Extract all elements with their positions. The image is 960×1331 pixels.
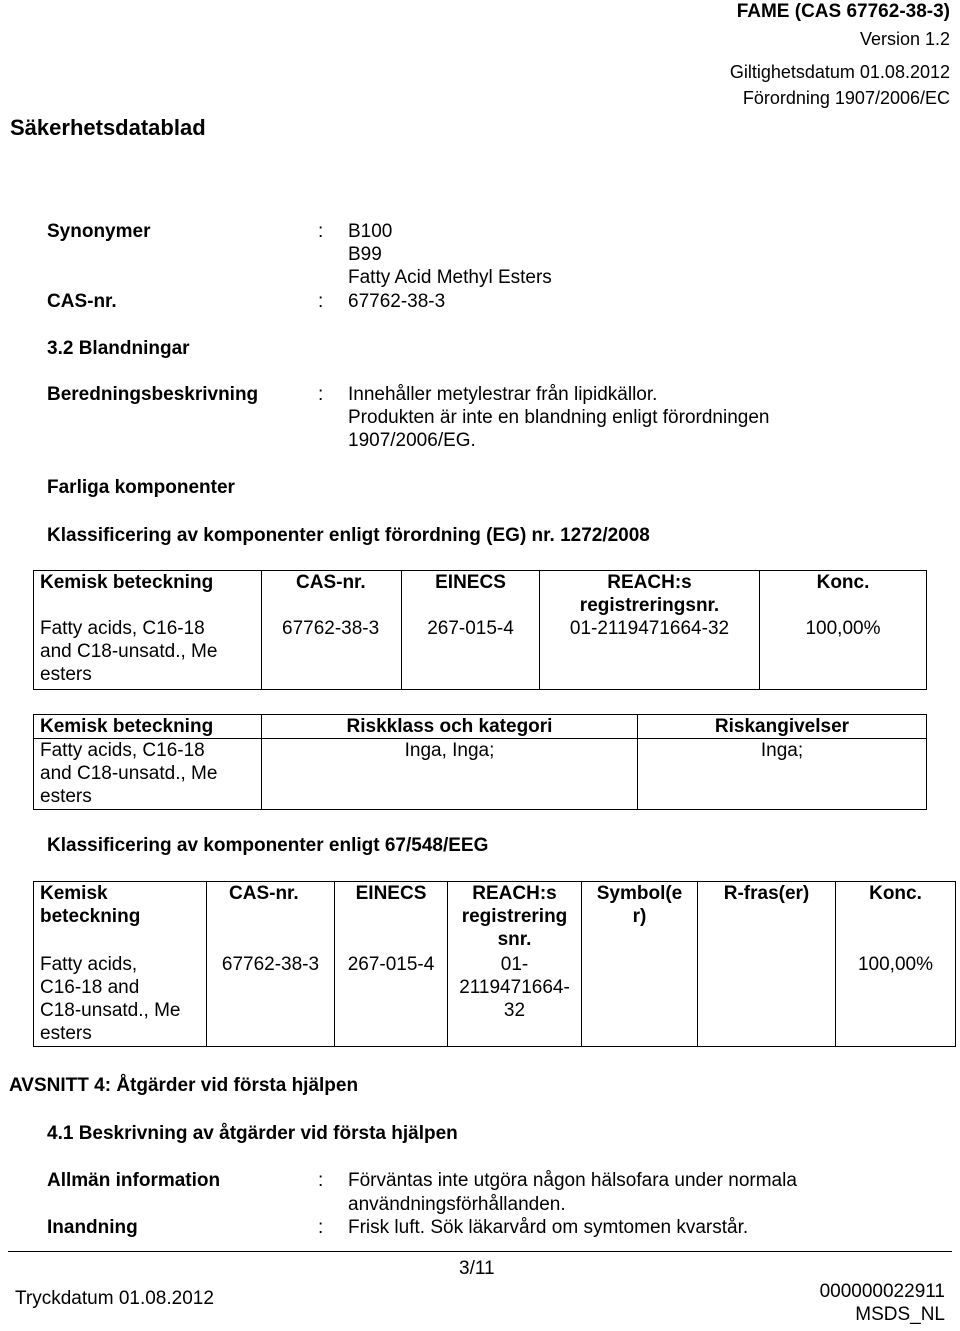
inhalation-colon: : xyxy=(318,1217,324,1238)
header-line: Symbol(e xyxy=(596,883,683,904)
synonym-item: Fatty Acid Methyl Esters xyxy=(348,267,552,288)
name-line: and C18-unsatd., Me xyxy=(40,641,218,662)
header-line: REACH:s xyxy=(472,883,557,904)
header-cas: CAS-nr. xyxy=(207,882,335,953)
row-risk-class: Inga, Inga; xyxy=(262,739,638,810)
synonyms-colon: : xyxy=(318,221,324,242)
general-info-label: Allmän information xyxy=(47,1170,221,1191)
description-line: Innehåller metylestrar från lipidkällor. xyxy=(348,384,658,405)
row-conc: 100,00% xyxy=(760,617,927,689)
name-line: and C18-unsatd., Me xyxy=(40,763,218,784)
header-risk-class: Riskklass och kategori xyxy=(262,715,638,739)
description-line: 1907/2006/EG. xyxy=(348,430,476,451)
name-line: Fatty acids, C16-18 xyxy=(40,740,205,761)
header-reach xyxy=(448,882,582,953)
header-r-phrases: R-fras(er) xyxy=(698,882,836,953)
name-line: C18-unsatd., Me xyxy=(40,999,181,1021)
row-reach xyxy=(448,953,582,1047)
row-reach: 01-2119471664-32 xyxy=(540,617,760,689)
page-number: 3/11 xyxy=(459,1258,495,1279)
row-chemical-name xyxy=(34,953,207,1047)
row-r-phrases xyxy=(698,953,836,1047)
row-hazard-statements: Inga; xyxy=(638,739,927,810)
description-colon: : xyxy=(318,384,324,405)
row-chemical-name xyxy=(34,617,262,689)
document-title: Säkerhetsdatablad xyxy=(10,115,206,140)
general-info-colon: : xyxy=(318,1170,324,1191)
description-label: Beredningsbeskrivning xyxy=(47,384,259,405)
general-info-line: användningsförhållanden. xyxy=(348,1194,566,1215)
header-line: beteckning xyxy=(40,906,141,927)
header-chemical-name: Kemisk beteckning xyxy=(34,715,262,739)
header-reach xyxy=(540,571,760,618)
name-line: esters xyxy=(40,1022,92,1044)
cas-label: CAS-nr. xyxy=(47,291,117,312)
product-name: FAME (CAS 67762-38-3) xyxy=(736,1,950,22)
header-einecs: EINECS xyxy=(402,571,540,618)
row-cas: 67762-38-3 xyxy=(262,617,402,689)
header-einecs: EINECS xyxy=(335,882,448,953)
header-symbol xyxy=(582,882,698,953)
clp-classification-heading: Klassificering av komponenter enligt förordning (EG) nr. 1272/2008 xyxy=(47,525,650,546)
row-symbol xyxy=(582,953,698,1047)
row-conc: 100,00% xyxy=(836,953,956,1047)
reach-line: 2119471664- xyxy=(459,976,570,998)
regulation: Förordning 1907/2006/EC xyxy=(742,88,950,108)
name-line: esters xyxy=(40,786,92,807)
document-code: MSDS_NL xyxy=(855,1304,945,1325)
inhalation-value: Frisk luft. Sök läkarvård om symtomen kvarstår. xyxy=(348,1217,749,1238)
row-chemical-name xyxy=(34,739,262,810)
reach-line: 32 xyxy=(503,999,526,1021)
row-einecs: 267-015-4 xyxy=(402,617,540,689)
general-info-line: Förväntas inte utgöra någon hälsofara under normala xyxy=(348,1170,797,1191)
row-einecs: 267-015-4 xyxy=(335,953,448,1047)
header-line: snr. xyxy=(497,929,532,950)
components-table-1 xyxy=(33,570,927,690)
inhalation-label: Inandning xyxy=(47,1217,138,1238)
header-chemical-name: Kemisk beteckning xyxy=(34,571,262,618)
synonym-item: B100 xyxy=(348,221,393,242)
mixtures-heading: 3.2 Blandningar xyxy=(47,338,190,359)
footer-divider xyxy=(8,1251,952,1252)
hazardous-components-heading: Farliga komponenter xyxy=(47,477,235,498)
synonym-item: B99 xyxy=(348,244,382,265)
header-line: r) xyxy=(632,906,647,927)
reach-line: 01- xyxy=(500,953,529,975)
components-table-3 xyxy=(33,881,956,1047)
header-chemical-name xyxy=(34,882,207,953)
header-reach-line: REACH:s xyxy=(607,572,692,593)
header-reach-line: registreringsnr. xyxy=(579,595,720,616)
header-cas: CAS-nr. xyxy=(262,571,402,618)
validity-date: Giltighetsdatum 01.08.2012 xyxy=(729,62,950,82)
cas-value: 67762-38-3 xyxy=(348,291,446,312)
header-conc: Konc. xyxy=(836,882,956,953)
header-line: registrering xyxy=(461,906,568,927)
name-line: Fatty acids, C16-18 xyxy=(40,618,205,639)
section-4-1-heading: 4.1 Beskrivning av åtgärder vid första hjälpen xyxy=(47,1123,458,1144)
header-conc: Konc. xyxy=(760,571,927,618)
synonyms-label: Synonymer xyxy=(47,221,151,242)
version: Version 1.2 xyxy=(859,29,950,49)
name-line: C16-18 and xyxy=(40,976,140,998)
description-line: Produkten är inte en blandning enligt förordningen xyxy=(348,407,770,428)
name-line: Fatty acids, xyxy=(40,953,138,975)
header-line: Kemisk xyxy=(40,883,108,904)
section-4-heading: AVSNITT 4: Åtgärder vid första hjälpen xyxy=(9,1075,359,1096)
header-hazard-statements: Riskangivelser xyxy=(638,715,927,739)
components-table-2 xyxy=(33,714,927,810)
dsd-classification-heading: Klassificering av komponenter enligt 67/548/EEG xyxy=(47,835,489,856)
name-line: esters xyxy=(40,664,92,685)
print-date: Tryckdatum 01.08.2012 xyxy=(15,1288,214,1309)
row-cas: 67762-38-3 xyxy=(207,953,335,1047)
document-number: 000000022911 xyxy=(819,1281,945,1302)
cas-colon: : xyxy=(318,291,324,312)
